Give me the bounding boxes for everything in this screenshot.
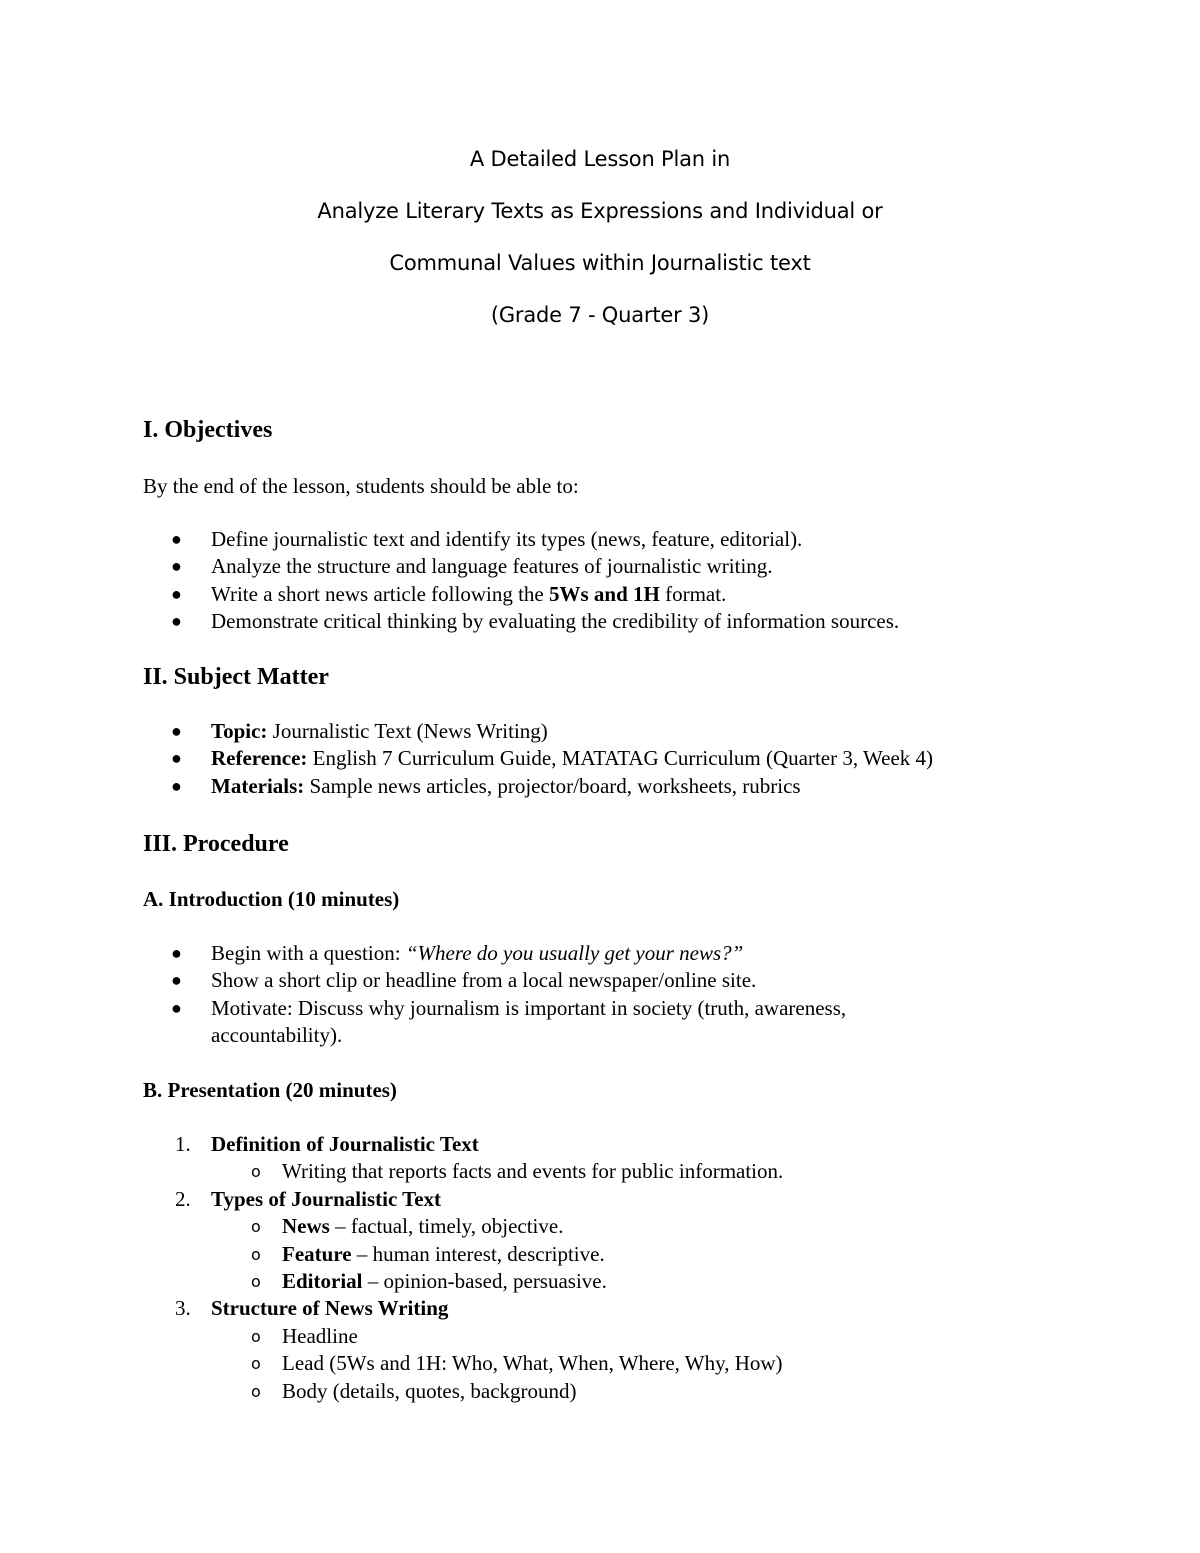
- circle-bullet-icon: o: [251, 1381, 261, 1401]
- introduction-heading: A. Introduction (10 minutes): [143, 887, 400, 911]
- bullet-dot-icon: ●: [171, 748, 182, 769]
- subject-matter-heading: II. Subject Matter: [143, 664, 329, 690]
- circle-bullet-icon: o: [251, 1354, 261, 1374]
- list-item: ● Demonstrate critical thinking by evaluating the credibility of information sources.: [143, 608, 899, 635]
- bullet-dot-icon: ●: [171, 529, 182, 549]
- circle-bullet-icon: o: [251, 1217, 261, 1237]
- bullet-dot-icon: ●: [171, 721, 182, 741]
- bullet-dot-icon: ●: [171, 556, 182, 577]
- presentation-heading: B. Presentation (20 minutes): [143, 1078, 397, 1102]
- objectives-list: [143, 526, 899, 636]
- title-line-4: (Grade 7 - Quarter 3): [490, 303, 710, 327]
- title-line-3: Communal Values within Journalistic text: [389, 251, 811, 275]
- objectives-heading: I. Objectives: [143, 417, 273, 443]
- sub-list-item: o Editorial – opinion-based, persuasive.: [143, 1268, 783, 1295]
- circle-bullet-icon: o: [251, 1272, 261, 1292]
- sub-list-item: o Headline: [143, 1323, 783, 1350]
- bullet-dot-icon: ●: [171, 943, 182, 963]
- circle-bullet-icon: o: [251, 1162, 261, 1182]
- step-item: 1. Definition of Journalistic Text o Writing that reports facts and events for public information.: [143, 1131, 783, 1186]
- bullet-dot-icon: ●: [171, 611, 182, 632]
- step-item: 3. Structure of News Writing o Headline o Lead (5Ws and 1H: Who, What, When, Where, Why, How) o Body (details, quotes, background): [143, 1295, 783, 1405]
- title-line-1: A Detailed Lesson Plan in: [469, 147, 731, 171]
- list-item: ● Write a short news article following the 5Ws and 1H format.: [143, 581, 899, 608]
- title-line-2: Analyze Literary Texts as Expressions and Individual or: [317, 199, 883, 223]
- step-item: 2. Types of Journalistic Text o News – factual, timely, objective. o Feature – human interest, descriptive. o Editorial – opinion-based, persuasive.: [143, 1186, 783, 1296]
- list-item: ● Reference: English 7 Curriculum Guide, MATATAG Curriculum (Quarter 3, Week 4): [143, 745, 933, 772]
- sub-list-item: o News – factual, timely, objective.: [143, 1213, 783, 1240]
- procedure-heading: III. Procedure: [143, 831, 289, 857]
- bullet-dot-icon: ●: [171, 775, 182, 796]
- circle-bullet-icon: o: [251, 1326, 261, 1346]
- bullet-dot-icon: ●: [171, 970, 182, 991]
- bullet-dot-icon: ●: [171, 997, 182, 1018]
- sub-list-item: o Body (details, quotes, background): [143, 1378, 783, 1405]
- list-item: ● Topic: Journalistic Text (News Writing): [143, 718, 933, 745]
- presentation-steps: [143, 1131, 783, 1405]
- introduction-list: [143, 940, 846, 1050]
- circle-bullet-icon: o: [251, 1244, 261, 1264]
- list-item: ● Define journalistic text and identify its types (news, feature, editorial).: [143, 526, 899, 553]
- sub-list-item: o Writing that reports facts and events for public information.: [143, 1158, 783, 1185]
- list-item: ● Analyze the structure and language features of journalistic writing.: [143, 553, 899, 580]
- list-item: ● Motivate: Discuss why journalism is important in society (truth, awareness, accountability).: [171, 995, 847, 1048]
- sub-list-item: o Feature – human interest, descriptive.: [143, 1241, 783, 1268]
- list-item: ● Show a short clip or headline from a local newspaper/online site.: [143, 967, 846, 994]
- bullet-dot-icon: ●: [171, 583, 182, 604]
- objectives-intro: By the end of the lesson, students should be able to:: [143, 474, 579, 498]
- list-item: ● Begin with a question: “Where do you usually get your news?”: [143, 940, 846, 967]
- list-item: ● Materials: Sample news articles, projector/board, worksheets, rubrics: [143, 773, 933, 800]
- sub-list-item: o Lead (5Ws and 1H: Who, What, When, Where, Why, How): [143, 1350, 783, 1377]
- subject-matter-list: [143, 718, 933, 800]
